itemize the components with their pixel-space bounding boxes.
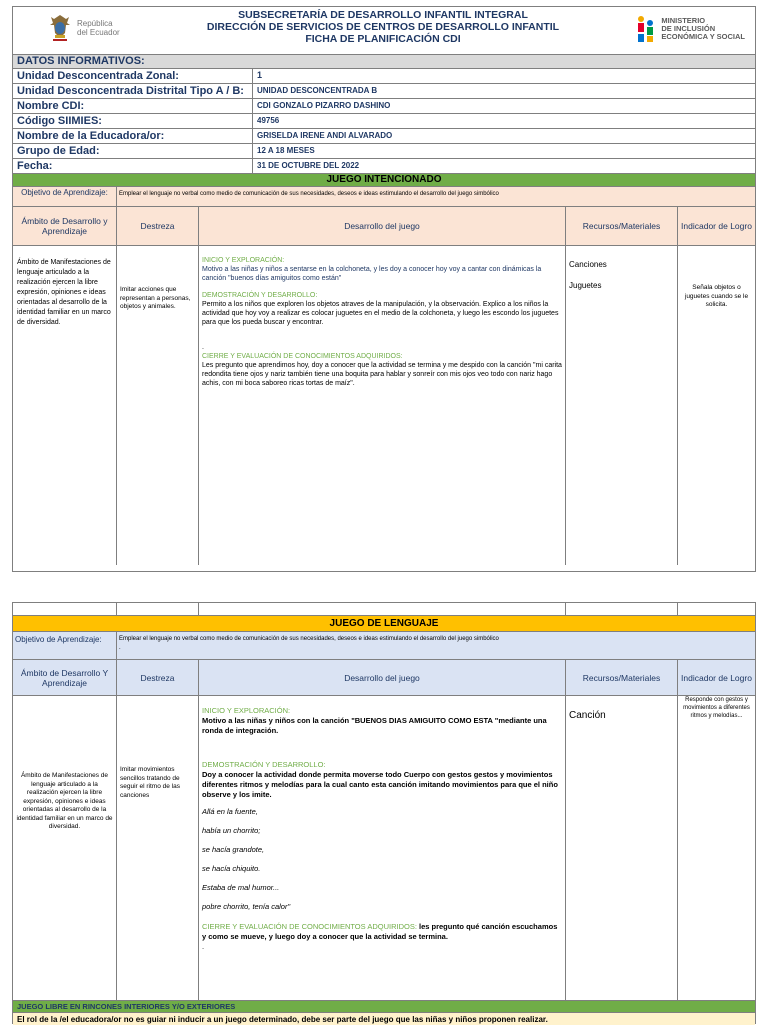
- empty-cell: [199, 603, 566, 615]
- recurso-item: Canciones: [569, 260, 607, 269]
- empty-top-row: [13, 603, 755, 616]
- objetivo-text: Emplear el lenguaje no verbal como medio de comunicación de sus necesidades, deseos e ideas estimulando el desarrollo del juego simbólico: [119, 191, 499, 197]
- song-line: pobre chorrito, tenía calor": [202, 902, 291, 911]
- inicio-title: INICIO Y EXPLORACIÓN:: [202, 257, 285, 264]
- datos-value: 1: [257, 70, 263, 80]
- song-line: se hacía chiquito.: [202, 864, 261, 873]
- cierre-dot: .: [202, 942, 205, 951]
- demo-title: DEMOSTRACIÓN Y DESARROLLO:: [202, 760, 326, 769]
- datos-row: [13, 159, 755, 174]
- destreza-cell: [117, 246, 199, 565]
- datos-value: 49756: [257, 116, 280, 125]
- col-ambito: Ámbito de Desarrollo Y Aprendizaje: [13, 660, 117, 695]
- recurso-item: Juguetes: [569, 281, 602, 290]
- recurso-item: Canción: [569, 710, 606, 721]
- activity-body-row: [13, 696, 755, 1001]
- rol-row: [13, 1013, 755, 1025]
- juego-lenguaje-title: JUEGO DE LENGUAJE: [329, 618, 439, 629]
- activity-body-row: [13, 246, 755, 565]
- col-destreza: Destreza: [117, 207, 199, 245]
- indicador-text: Responde con gestos y movimientos a diferentes ritmos y melodías...: [683, 697, 750, 719]
- demo-text: Permito a los niños que exploren los objetos atraves de la manipulación, y la observación. Explico a los niños la actividad que hoy voy a realizar es colocar juguetes en el medio de la colchoneta, y luego les escondo los juguetes para que los pueda buscar y encontrar.: [202, 301, 559, 326]
- recursos-cell: [566, 246, 678, 565]
- datos-label: Código SIIMIES:: [13, 114, 253, 128]
- song-line: Allá en la fuente,: [202, 807, 258, 816]
- song-line: Estaba de mal humor...: [202, 883, 280, 892]
- ministry-line-3: ECONÓMICA Y SOCIAL: [661, 32, 745, 41]
- col-indicador: Indicador de Logro: [681, 221, 752, 231]
- datos-value: UNIDAD DESCONCENTRADA B: [257, 86, 378, 95]
- datos-row: [13, 84, 755, 99]
- juego-intencionado-title: JUEGO INTENCIONADO: [326, 174, 442, 185]
- document-title: [163, 9, 603, 45]
- destreza-cell: [117, 696, 199, 1000]
- cierre-text: Les pregunto que aprendimos hoy, doy a conocer que la actividad se termina y me despido con la canción "mi carita redondita tiene ojos y nariz también tiene una boquita para hablar y sonreír con mis ojos veo todo con nariz hago achis, con mi boca saboreo ricas tortas de maíz".: [202, 362, 562, 387]
- planning-page-1: [12, 6, 756, 572]
- col-destreza: Destreza: [117, 660, 199, 695]
- ambito-cell: [13, 246, 117, 565]
- datos-value: CDI GONZALO PIZARRO DASHINO: [257, 101, 391, 110]
- inicio-text: Motivo a las niñas y niños a sentarse en la colchoneta, y les doy a conocer hoy voy a cantar con dinámicas la canción "buenos días amiguitos como están": [202, 266, 542, 282]
- title-line-1: SUBSECRETARÍA DE DESARROLLO INFANTIL INTEGRAL: [238, 9, 528, 21]
- indicador-text: Señala objetos o juguetes cuando se le solicita.: [684, 284, 749, 308]
- indicador-cell: [678, 246, 755, 565]
- objetivo-dot: .: [119, 645, 121, 651]
- planning-page-2: [12, 602, 756, 1024]
- cierre-text: les pregunto qué canción escuchamos y como se mueve, y luego doy a conocer que la actividad se termina.: [202, 922, 558, 941]
- datos-label: Nombre CDI:: [13, 99, 253, 113]
- inicio-text: Motivo a las niñas y niños con la canción "BUENOS DIAS AMIGUITO COMO ESTA "mediante una ronda de integración.: [202, 716, 547, 735]
- republic-line-1: República: [77, 19, 113, 28]
- juego-libre-bar: [13, 1001, 755, 1013]
- cierre-paragraph: [202, 922, 562, 942]
- song-line: había un chorrito;: [202, 826, 261, 835]
- objetivo-text: Emplear el lenguaje no verbal como medio de comunicación de sus necesidades, deseos e ideas estimulando el desarrollo del juego simbólico: [119, 636, 499, 642]
- datos-row: [13, 69, 755, 84]
- ambito-text: Ámbito de Manifestaciones de lenguaje articulado a la realización ejercen la libre expresión, opiniones e ideas orientadas al desarrollo de la identidad familiar en un marco de diversidad.: [17, 259, 111, 326]
- col-recursos: Recursos/Materiales: [566, 207, 678, 245]
- col-recursos: Recursos/Materiales: [566, 660, 678, 695]
- indicador-cell: [678, 696, 755, 1000]
- datos-label: Unidad Desconcentrada Zonal:: [13, 69, 253, 83]
- document-header: [13, 7, 755, 55]
- empty-cell: [566, 603, 678, 615]
- desarrollo-cell: [199, 246, 566, 565]
- datos-value: GRISELDA IRENE ANDI ALVARADO: [257, 131, 393, 140]
- ambito-cell: [13, 696, 117, 1000]
- mies-logo: [636, 15, 745, 43]
- cierre-title: CIERRE Y EVALUACIÓN DE CONOCIMIENTOS ADQUIRIDOS:: [202, 353, 403, 360]
- separator-dot: .: [202, 344, 204, 351]
- datos-label: Grupo de Edad:: [13, 144, 253, 158]
- objetivo-cell: [117, 632, 755, 659]
- column-header-row: [13, 660, 755, 696]
- title-line-3: FICHA DE PLANIFICACIÓN CDI: [305, 33, 461, 45]
- datos-label: Nombre de la Educadora/or:: [13, 129, 253, 143]
- rol-text: El rol de la /el educadora/or no es guiar ni inducir a un juego determinado, debe ser parte del juego que las niñas y niños proponen realizar.: [17, 1015, 548, 1024]
- objetivo-row: [13, 632, 755, 660]
- title-line-2: DIRECCIÓN DE SERVICIOS DE CENTROS DE DESARROLLO INFANTIL: [206, 21, 560, 33]
- juego-intencionado-bar: [13, 174, 755, 187]
- destreza-text: Imitar acciones que representan a personas, objetos y animales.: [120, 286, 191, 310]
- datos-value: 12 A 18 MESES: [257, 146, 315, 155]
- datos-row: [13, 129, 755, 144]
- datos-row: [13, 114, 755, 129]
- datos-row: [13, 144, 755, 159]
- datos-label: Fecha:: [13, 159, 253, 173]
- cierre-title: CIERRE Y EVALUACIÓN DE CONOCIMIENTOS ADQUIRIDOS:: [202, 922, 417, 931]
- empty-cell: [117, 603, 199, 615]
- ministry-line-2: DE INCLUSIÓN: [661, 24, 716, 33]
- datos-label: Unidad Desconcentrada Distrital Tipo A / B:: [13, 84, 253, 98]
- destreza-text: Imitar movimientos sencillos tratando de seguir el ritmo de las canciones: [120, 766, 180, 799]
- datos-section-title-row: [13, 55, 755, 69]
- ecuador-coat-of-arms-icon: [47, 13, 73, 43]
- empty-cell: [13, 603, 117, 615]
- recursos-cell: [566, 696, 678, 1000]
- song-line: se hacía grandote,: [202, 845, 265, 854]
- col-desarrollo: Desarrollo del juego: [199, 207, 566, 245]
- juego-libre-title: JUEGO LIBRE EN RINCONES INTERIORES Y/O EXTERIORES: [17, 1002, 236, 1011]
- empty-cell: [678, 603, 755, 615]
- objetivo-row: [13, 187, 755, 207]
- col-indicador: Indicador de Logro: [681, 672, 752, 683]
- datos-value: 31 DE OCTUBRE DEL 2022: [257, 161, 360, 170]
- republic-logo: [47, 13, 120, 43]
- ambito-text: Ámbito de Manifestaciones de lenguaje articulado a la realización ejercen la libre expresión, opiniones e ideas orientadas al desarrollo de la identidad familiar en un marco de diversidad.: [16, 772, 113, 830]
- col-desarrollo: Desarrollo del juego: [199, 660, 566, 695]
- demo-text: Doy a conocer la actividad donde permita moverse todo Cuerpo con gestos gestos y movimientos diferentes ritmos y melodías para la cual canto esta canción imitando movimientos para que el niño observe y los imite.: [202, 770, 558, 799]
- objetivo-label: Objetivo de Aprendizaje:: [13, 632, 117, 659]
- datos-section-title: DATOS INFORMATIVOS:: [17, 55, 145, 67]
- objetivo-label: Objetivo de Aprendizaje:: [13, 187, 117, 206]
- demo-title: DEMOSTRACIÓN Y DESARROLLO:: [202, 292, 318, 299]
- col-ambito: Ámbito de Desarrollo y Aprendizaje: [13, 207, 117, 245]
- datos-row: [13, 99, 755, 114]
- mies-figures-icon: [636, 15, 656, 43]
- inicio-title: INICIO Y EXPLORACIÓN:: [202, 706, 291, 715]
- republic-line-2: del Ecuador: [77, 28, 120, 37]
- juego-lenguaje-bar: [13, 616, 755, 632]
- column-header-row: [13, 207, 755, 246]
- desarrollo-cell: [199, 696, 566, 1000]
- ministry-line-1: MINISTERIO: [661, 16, 706, 25]
